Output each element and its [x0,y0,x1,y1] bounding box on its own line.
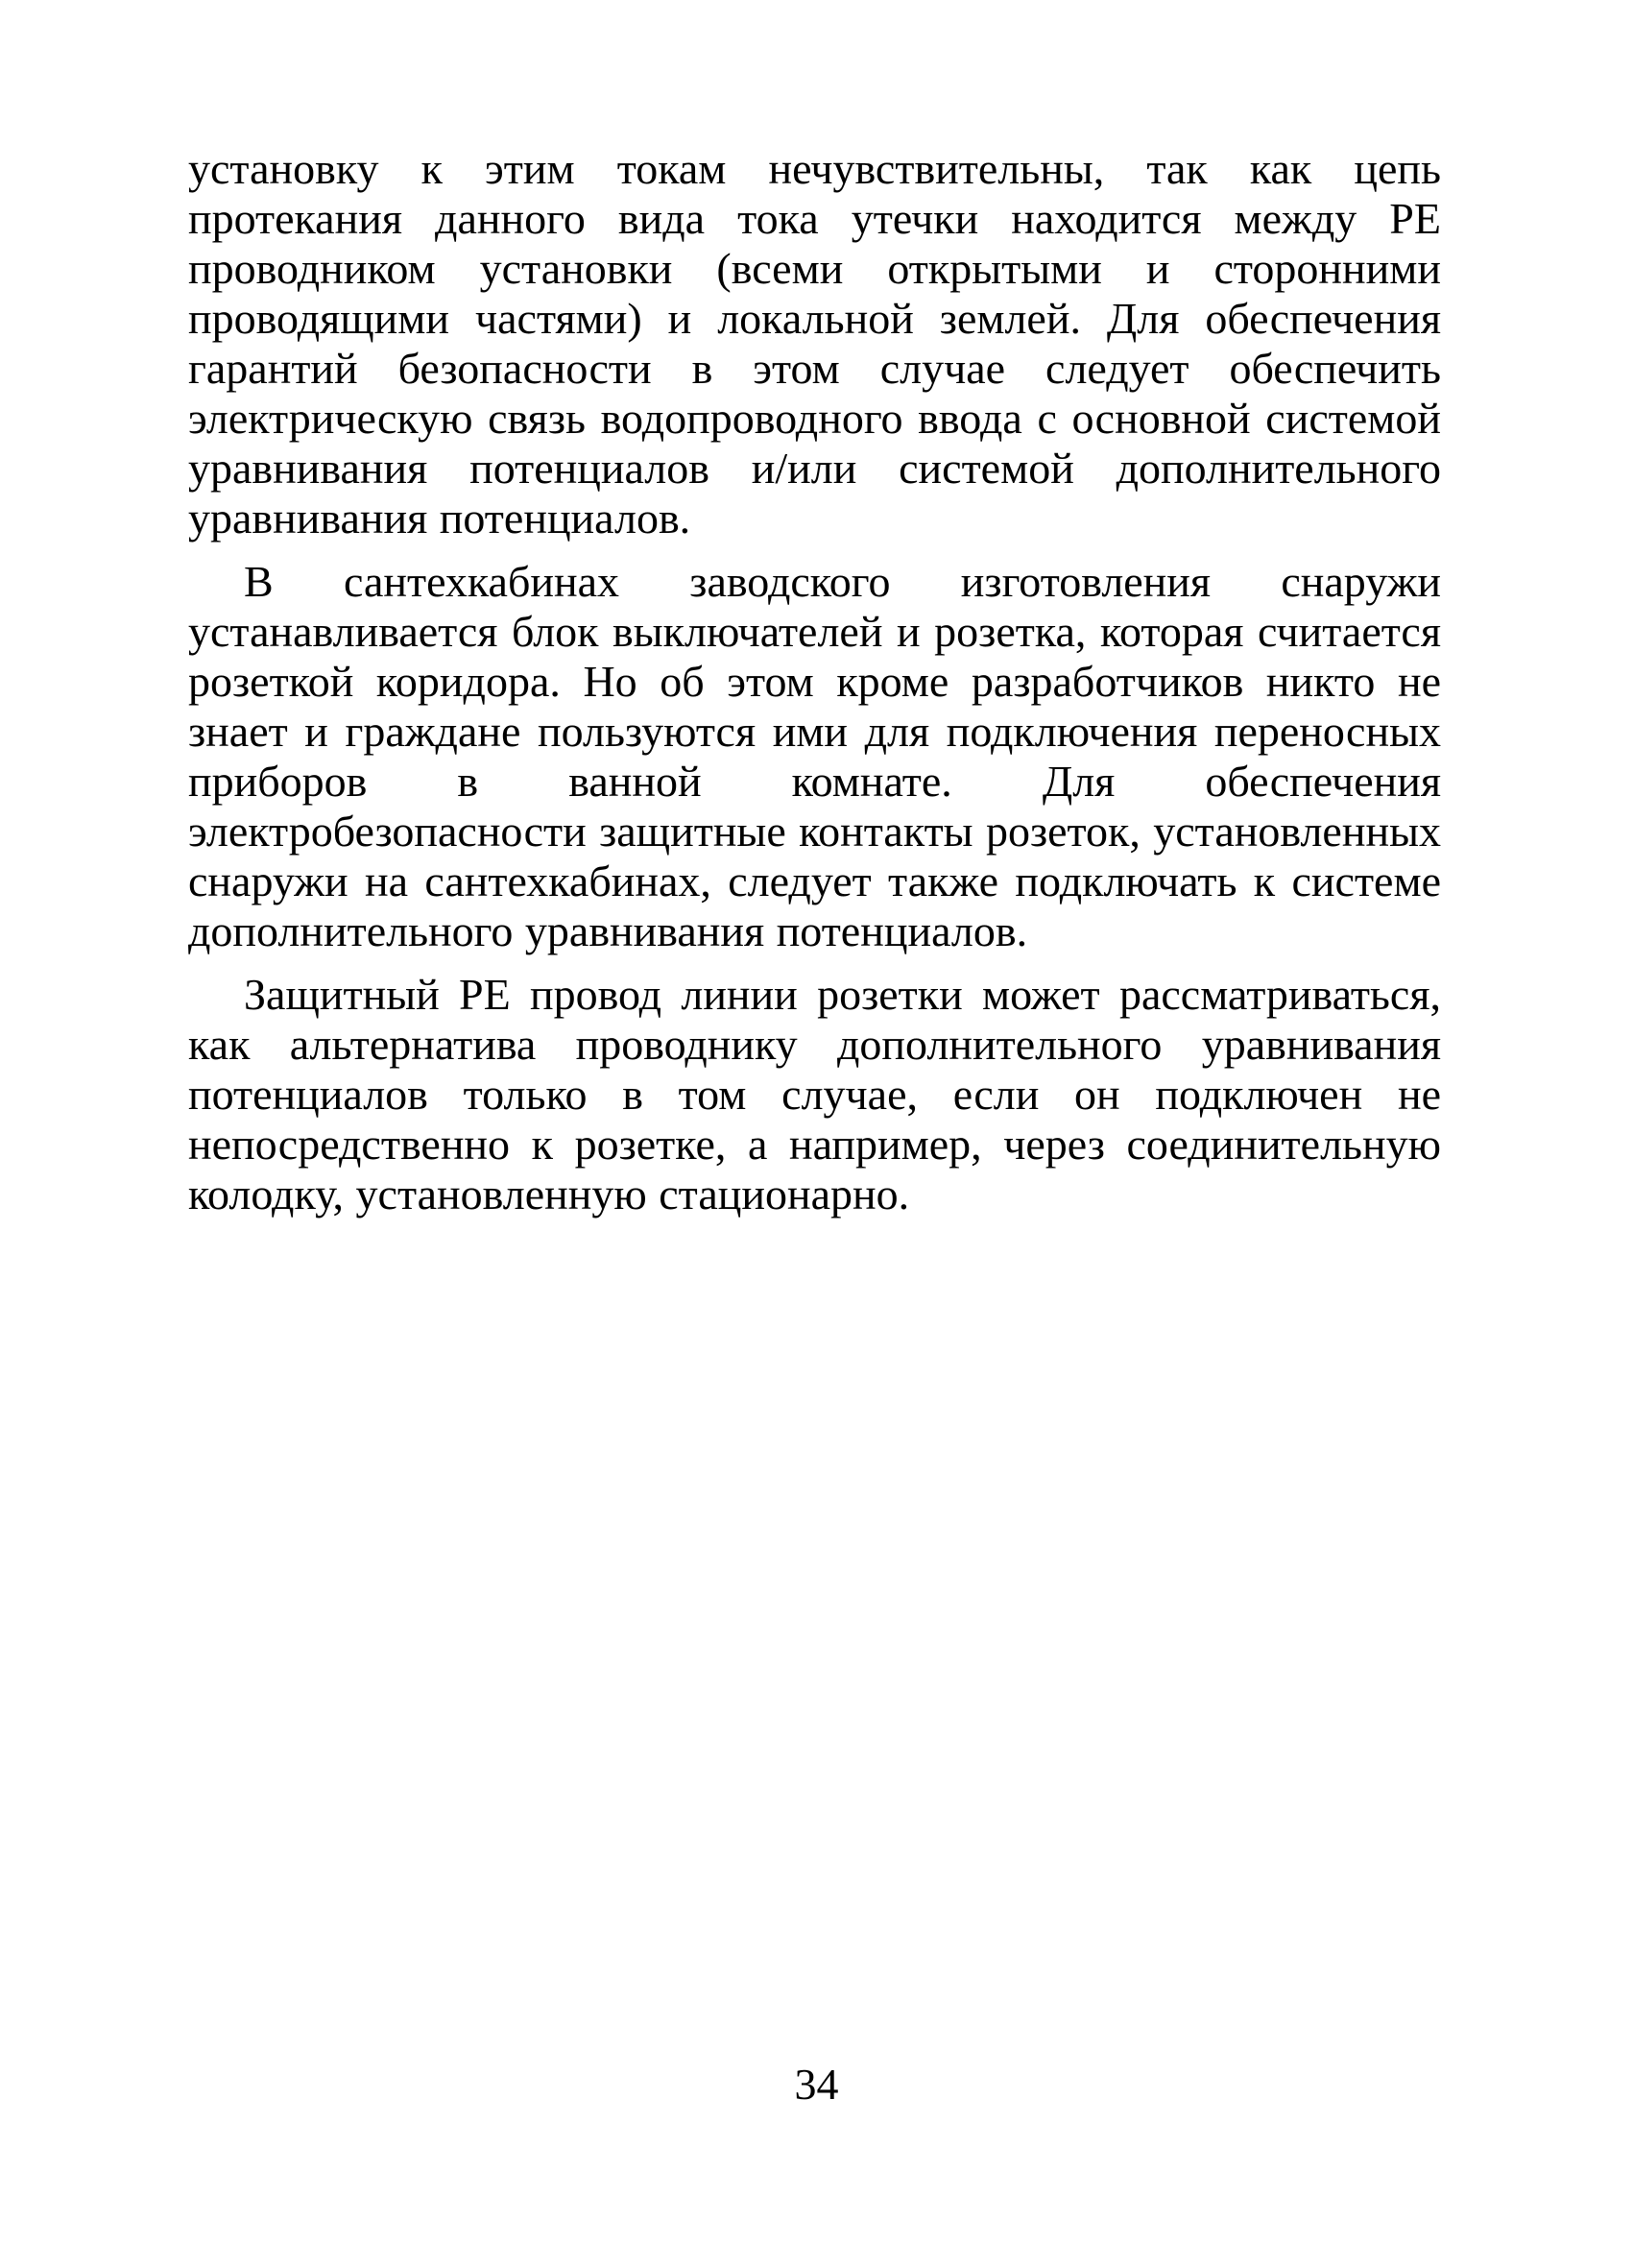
page-body [188,144,1441,1219]
paragraph-continuation: установку к этим токам нечувствительны, так как цепь протекания данного вида тока утечки находится между PE проводником установки (всеми открытыми и сторонними проводящими частями) и локальной землей. Для обеспечения гарантий безопасности в этом случае следует обеспечить электрическую связь водопроводного ввода с основной системой уравнивания потенциалов и/или системой дополнительного уравнивания потенциалов. [188,144,1441,543]
page-number: 34 [794,2060,839,2109]
paragraph-pe-wire: Защитный PE провод линии розетки может рассматриваться, как альтернатива проводнику дополнительного уравнивания потенциалов только в том случае, если он подключен не непосредственно к розетке, а например, через соединительную колодку, установленную стационарно. [188,970,1441,1218]
paragraph-sanitary-cabins: В сантехкабинах заводского изготовления снаружи устанавливается блок выключателей и розетка, которая считается розеткой коридора. Но об этом кроме разработчиков никто не знает и граждане пользуются ими для подключения переносных приборов в ванной комнате. Для обеспечения электробезопасности защитные контакты розеток, установленных снаружи на сантехкабинах, следует также подключать к системе дополнительного уравнивания потенциалов. [188,557,1441,955]
